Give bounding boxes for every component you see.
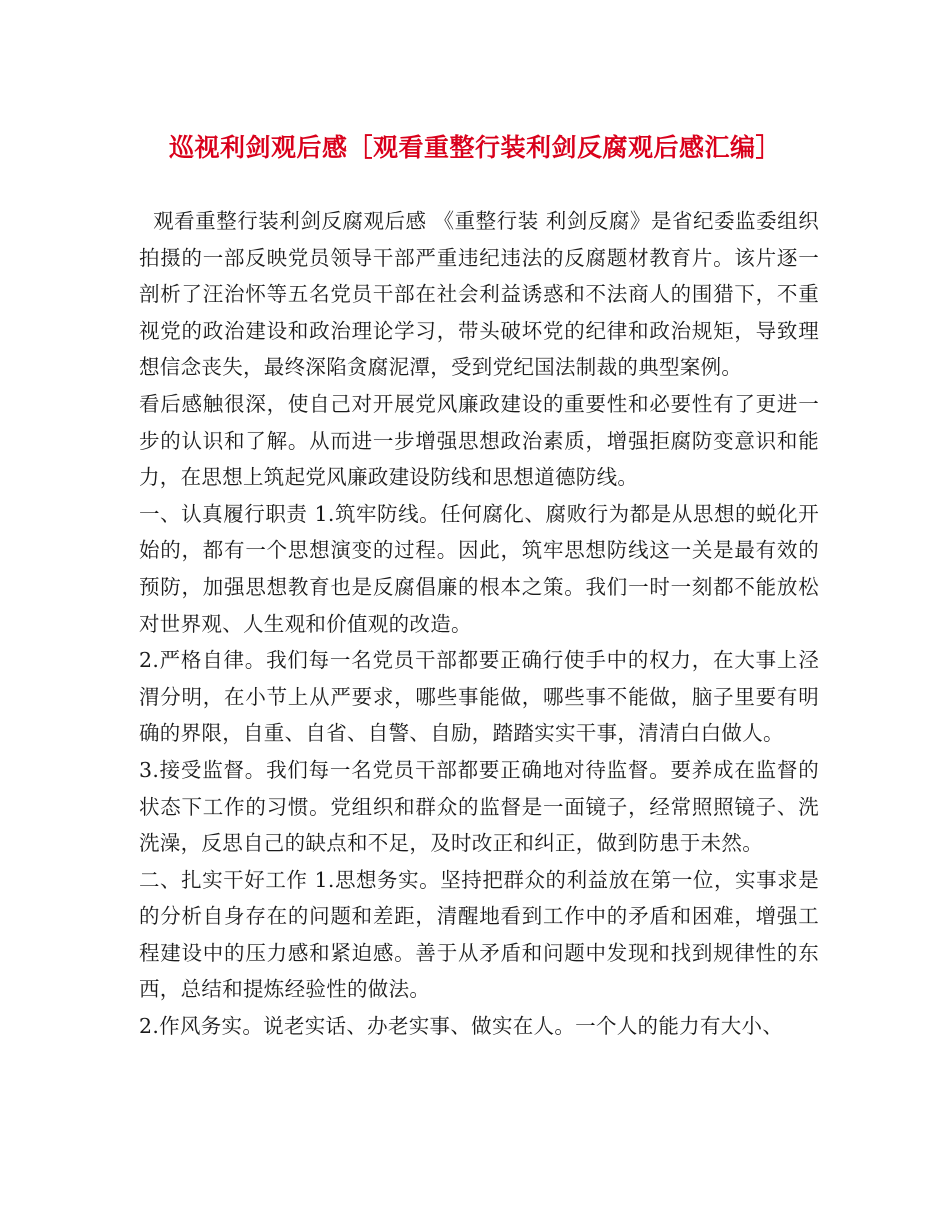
paragraph-section-1-item-1: 一、认真履行职责 1.筑牢防线。任何腐化、腐败行为都是从思想的蜕化开始的，都有一个思想演变的过程。因此，筑牢思想防线这一关是最有效的预防，加强思想教育也是反腐倡廉的根本之策。我们一时一刻都不能放松对世界观、人生观和价值观的改造。 (139, 501, 819, 636)
document-body (139, 203, 819, 1045)
paragraph-section-1-item-2: 2.严格自律。我们每一名党员干部都要正确行使手中的权力，在大事上泾渭分明，在小节上从严要求，哪些事能做，哪些事不能做，脑子里要有明确的界限，自重、自省、自警、自励，踏踏实实干事，清清白白做人。 (139, 648, 819, 746)
paragraph-section-2-item-2: 2.作风务实。说老实话、办老实事、做实在人。一个人的能力有大小、 (139, 1014, 784, 1039)
paragraph-intro: 观看重整行装利剑反腐观后感 《重整行装 利剑反腐》是省纪委监委组织拍摄的一部反映党员领导干部严重违纪违法的反腐题材教育片。该片逐一剖析了汪治怀等五名党员干部在社会利益诱惑和不法商人的围猎下，不重视党的政治建设和政治理论学习，带头破坏党的纪律和政治规矩，导致理想信念丧失，最终深陷贪腐泥潭，受到党纪国法制裁的典型案例。 (139, 209, 819, 380)
paragraph-reflection: 看后感触很深，使自己对开展党风廉政建设的重要性和必要性有了更进一步的认识和了解。从而进一步增强思想政治素质，增强拒腐防变意识和能力，在思想上筑起党风廉政建设防线和思想道德防线。 (139, 391, 819, 490)
paragraph-section-2-item-1: 二、扎实干好工作 1.思想务实。坚持把群众的利益放在第一位，实事求是的分析自身存在的问题和差距，清醒地看到工作中的矛盾和困难，增强工程建设中的压力感和紧迫感。善于从矛盾和问题中发现和找到规律性的东西，总结和提炼经验性的做法。 (139, 867, 819, 1002)
paragraph-section-1-item-3: 3.接受监督。我们每一名党员干部都要正确地对待监督。要养成在监督的状态下工作的习惯。党组织和群众的监督是一面镜子，经常照照镜子、洗洗澡，反思自己的缺点和不足，及时改正和纠正，做到防患于未然。 (139, 757, 819, 856)
document-title: 巡视利剑观后感［观看重整行装利剑反腐观后感汇编］ (168, 133, 781, 162)
